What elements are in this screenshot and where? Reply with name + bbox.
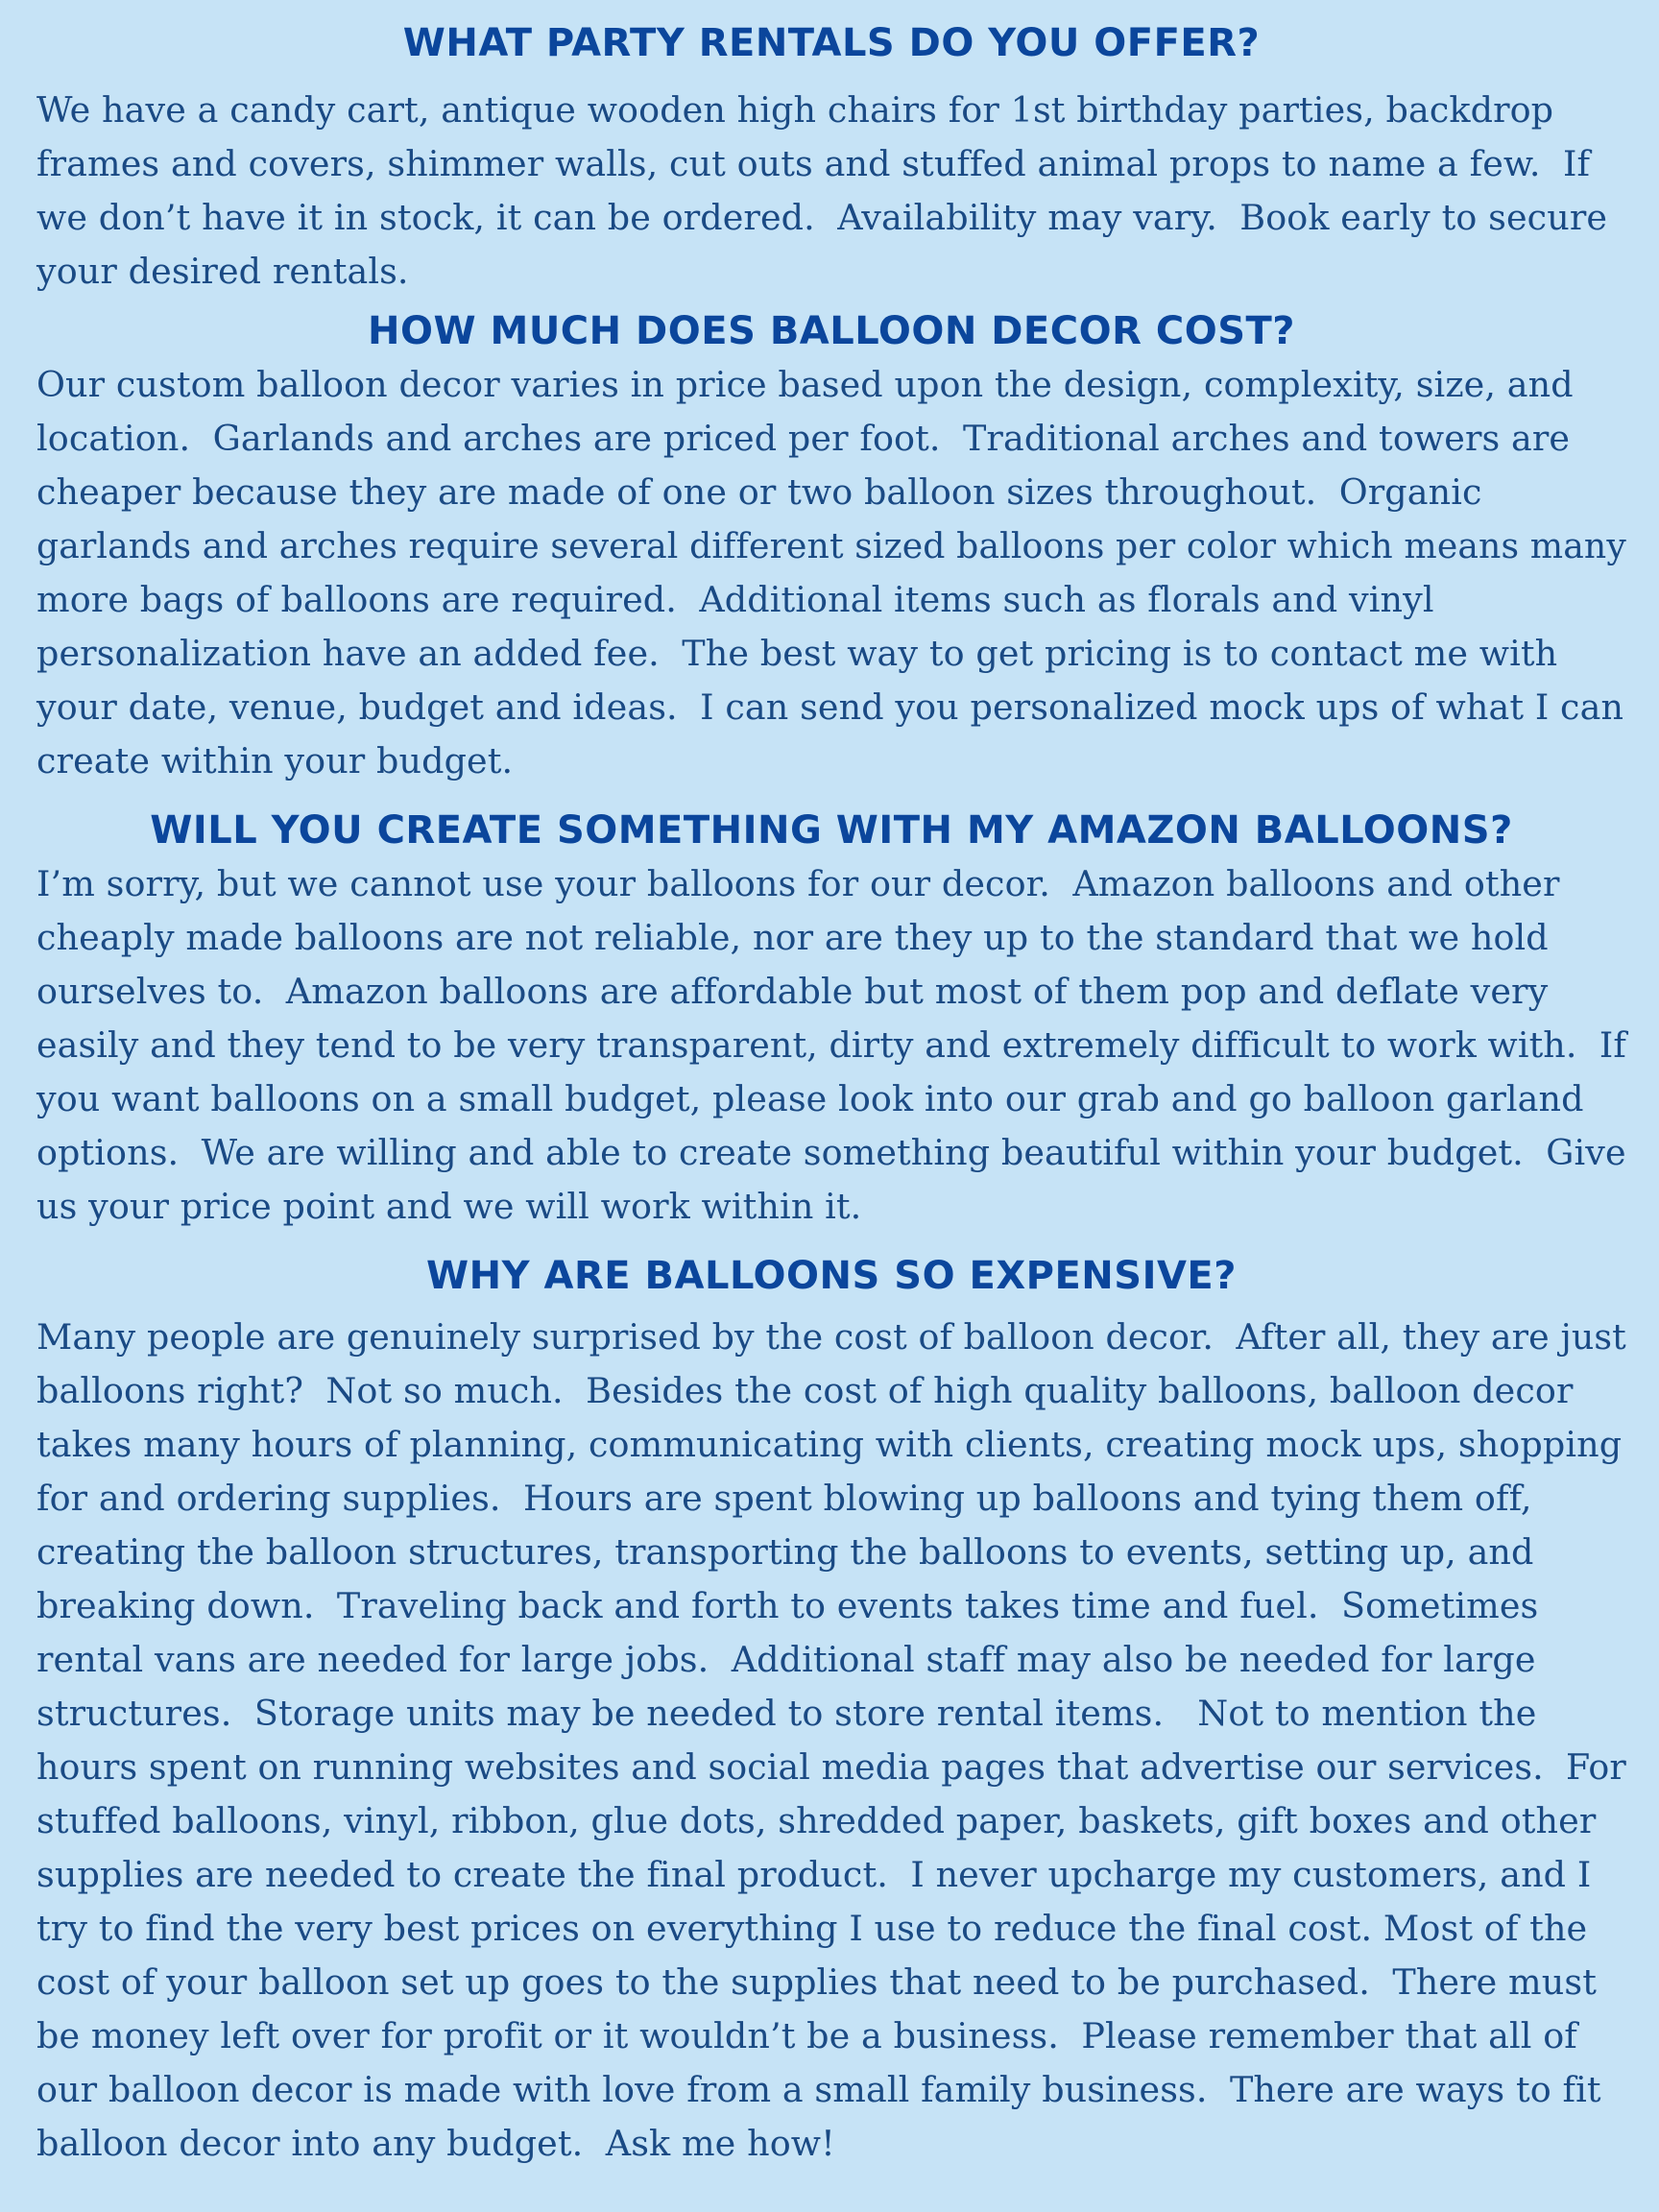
faq-answer-why-expensive (36, 1310, 1626, 2171)
answer-line: easily and they tend to be very transparent, dirty and extremely difficult to work with. If (36, 1024, 1626, 1066)
answer-line: your date, venue, budget and ideas. I can send you personalized mock ups of what I can (36, 686, 1624, 728)
answer-line: create within your budget. (36, 740, 514, 781)
answer-line: takes many hours of planning, communicating with clients, creating mock ups, shopping (36, 1424, 1623, 1465)
answer-line: try to find the very best prices on everything I use to reduce the final cost. Most of the (36, 1908, 1588, 1949)
faq-section-amazon-balloons (36, 804, 1626, 1234)
faq-answer-amazon-balloons (36, 857, 1626, 1234)
faq-answer-balloon-cost (36, 358, 1626, 788)
answer-line: for and ordering supplies. Hours are spent blowing up balloons and tying them off, (36, 1478, 1532, 1519)
answer-line: garlands and arches require several different sized balloons per color which means many (36, 525, 1626, 566)
answer-line: options. We are willing and able to create something beautiful within your budget. Give (36, 1132, 1626, 1173)
answer-line: hours spent on running websites and social media pages that advertise our services. For (36, 1746, 1626, 1788)
faq-question-why-expensive: WHY ARE BALLOONS SO EXPENSIVE? (426, 1254, 1237, 1298)
answer-line: personalization have an added fee. The best way to get pricing is to contact me with (36, 633, 1558, 674)
answer-line: We have a candy cart, antique wooden high chairs for 1st birthday parties, backdrop (36, 89, 1554, 131)
answer-line: cost of your balloon set up goes to the supplies that need to be purchased. There must (36, 1961, 1597, 2003)
answer-line: be money left over for profit or it wouldn’t be a business. Please remember that all of (36, 2015, 1577, 2056)
answer-line: rental vans are needed for large jobs. Additional staff may also be needed for large (36, 1639, 1536, 1680)
answer-line: Our custom balloon decor varies in price based upon the design, complexity, size, and (36, 364, 1574, 405)
answer-line: our balloon decor is made with love from a small family business. There are ways to fit (36, 2069, 1601, 2110)
answer-line: cheaply made balloons are not reliable, nor are they up to the standard that we hold (36, 917, 1549, 958)
faq-question-balloon-cost: HOW MUCH DOES BALLOON DECOR COST? (367, 309, 1295, 353)
faq-section-why-expensive (36, 1249, 1626, 2171)
answer-line: your desired rentals. (36, 251, 409, 292)
answer-line: Many people are genuinely surprised by the cost of balloon decor. After all, they are just (36, 1316, 1626, 1358)
answer-line: more bags of balloons are required. Additional items such as florals and vinyl (36, 579, 1434, 620)
faq-section-party-rentals (36, 0, 1626, 299)
answer-line: creating the balloon structures, transporting the balloons to events, setting up, and (36, 1531, 1534, 1573)
answer-line: ourselves to. Amazon balloons are affordable but most of them pop and deflate very (36, 971, 1549, 1012)
answer-line: breaking down. Traveling back and forth to events takes time and fuel. Sometimes (36, 1585, 1539, 1626)
answer-line: us your price point and we will work within it. (36, 1186, 862, 1227)
answer-line: supplies are needed to create the final product. I never upcharge my customers, and I (36, 1854, 1592, 1895)
answer-line: we don’t have it in stock, it can be ordered. Availability may vary. Book early to secure (36, 197, 1608, 238)
faq-answer-party-rentals (36, 84, 1626, 299)
faq-section-balloon-cost (36, 304, 1626, 788)
faq-question-party-rentals: WHAT PARTY RENTALS DO YOU OFFER? (402, 21, 1261, 65)
answer-line: balloon decor into any budget. Ask me how! (36, 2123, 835, 2164)
answer-line: cheaper because they are made of one or two balloon sizes throughout. Organic (36, 471, 1482, 513)
answer-line: balloons right? Not so much. Besides the cost of high quality balloons, balloon decor (36, 1370, 1574, 1411)
answer-line: frames and covers, shimmer walls, cut outs and stuffed animal props to name a few. If (36, 143, 1591, 184)
answer-line: location. Garlands and arches are priced per foot. Traditional arches and towers are (36, 418, 1571, 459)
answer-line: you want balloons on a small budget, please look into our grab and go balloon garland (36, 1078, 1584, 1119)
answer-line: structures. Storage units may be needed to store rental items. Not to mention the (36, 1693, 1537, 1734)
faq-question-amazon-balloons: WILL YOU CREATE SOMETHING WITH MY AMAZON BALLOONS? (150, 808, 1513, 853)
answer-line: stuffed balloons, vinyl, ribbon, glue dots, shredded paper, baskets, gift boxes and other (36, 1800, 1597, 1841)
answer-line: I’m sorry, but we cannot use your balloons for our decor. Amazon balloons and other (36, 863, 1560, 904)
